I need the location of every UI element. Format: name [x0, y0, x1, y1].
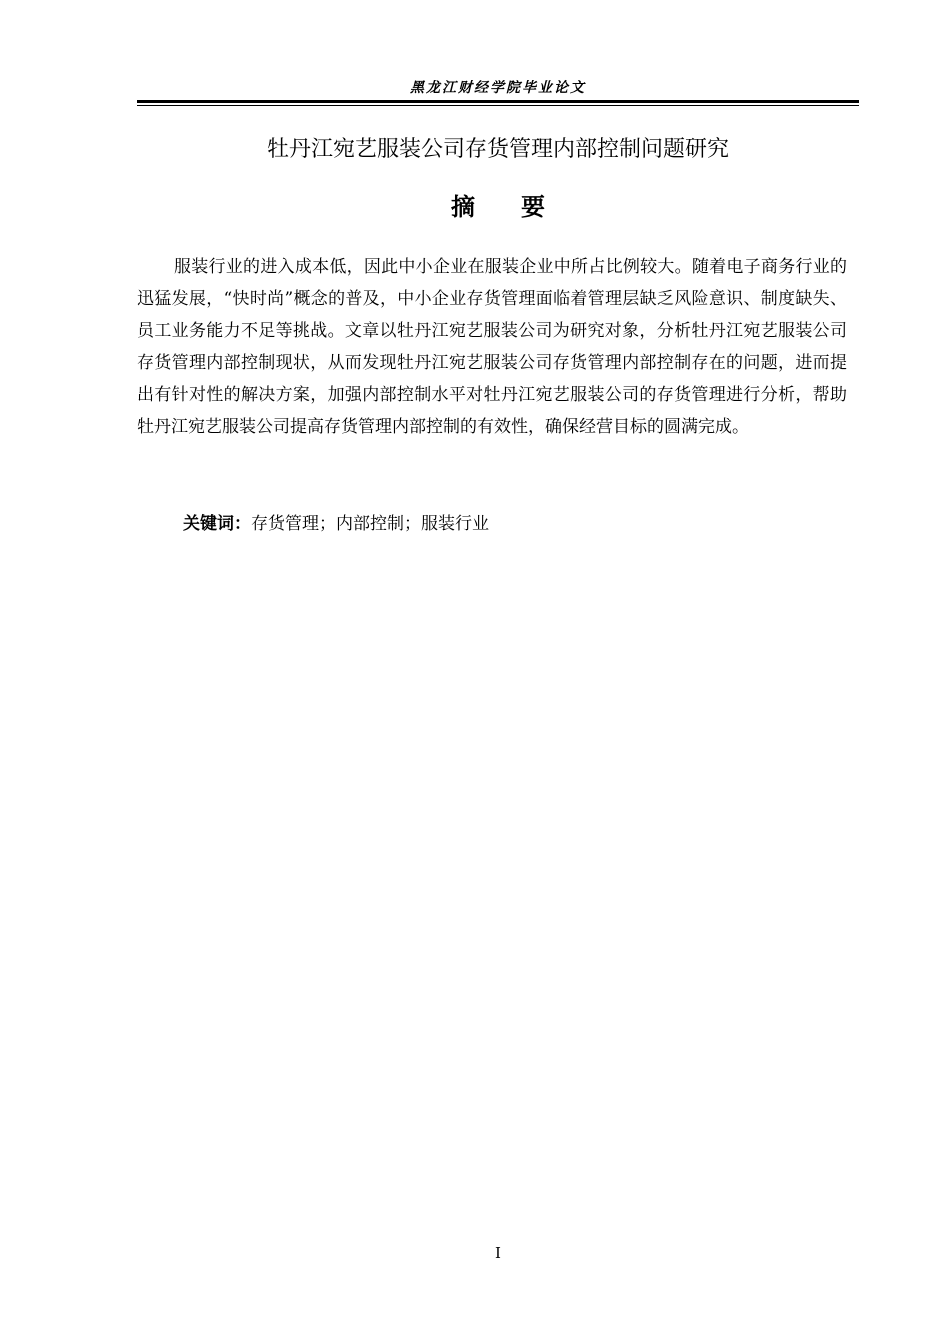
keywords-value: 存货管理；内部控制；服装行业 [251, 514, 489, 534]
paper-title: 牡丹江宛艺服装公司存货管理内部控制问题研究 [266, 137, 729, 162]
header-rule-thin [137, 105, 859, 106]
header-rule-thick [137, 100, 859, 103]
running-header: 黑龙江财经学院毕业论文 [410, 80, 586, 96]
keywords-line [183, 509, 843, 539]
abstract-body: 服装行业的进入成本低，因此中小企业在服装企业中所占比例较大。随着电子商务行业的迅猛发展，“快时尚”概念的普及，中小企业存货管理面临着管理层缺乏风险意识、制度缺失、员工业务能力不足等挑战。文章以牡丹江宛艺服装公司为研究对象，分析牡丹江宛艺服装公司存货管理内部控制现状，从而发现牡丹江宛艺服装公司存货管理内部控制存在的问题，进而提出有针对性的解决方案，加强内部控制水平对牡丹江宛艺服装公司的存货管理进行分析，帮助牡丹江宛艺服装公司提高存货管理内部控制的有效性，确保经营目标的圆满完成。 [137, 257, 847, 437]
abstract-heading: 摘要 [451, 193, 591, 221]
keywords-label: 关键词： [183, 514, 251, 534]
page-number: I [495, 1244, 501, 1262]
